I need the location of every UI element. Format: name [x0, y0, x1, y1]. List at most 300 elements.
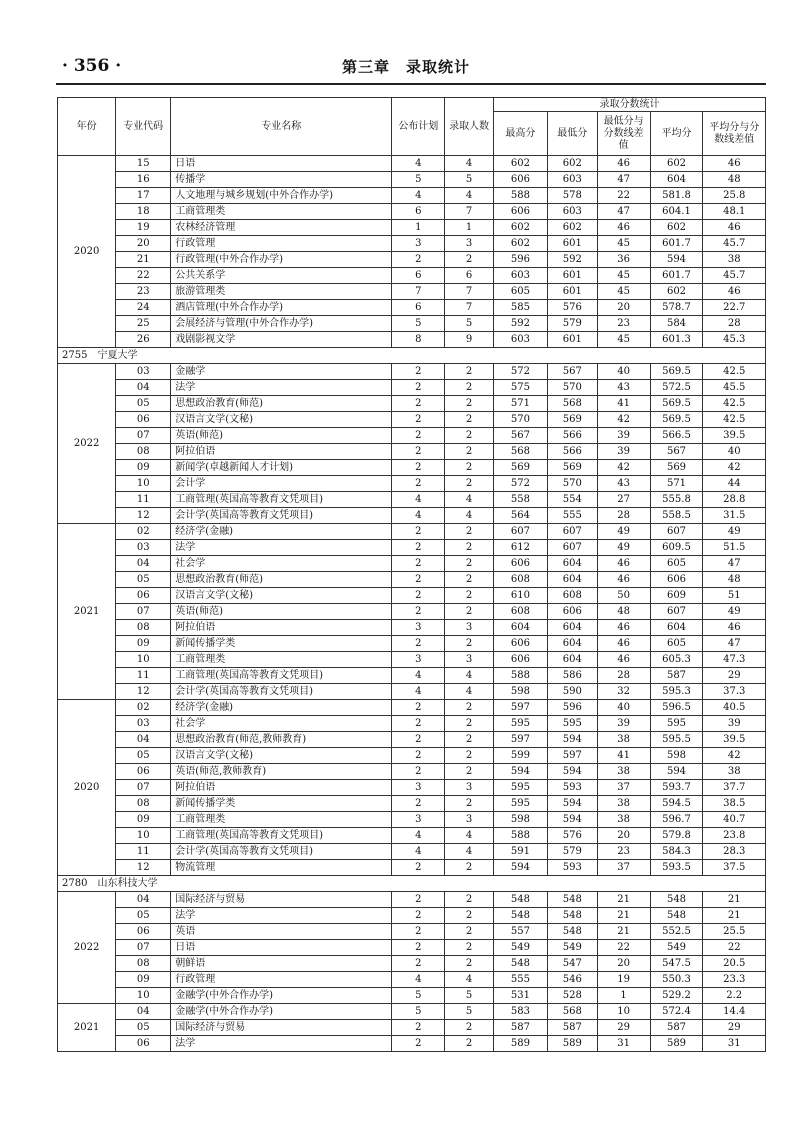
max-score: 555 — [493, 972, 547, 988]
admitted-count: 2 — [445, 924, 494, 940]
major-code: 24 — [116, 300, 171, 316]
table-row — [58, 652, 766, 668]
admitted-count: 2 — [445, 428, 494, 444]
major-code: 04 — [116, 556, 171, 572]
admitted-count: 9 — [445, 332, 494, 348]
plan-count: 5 — [392, 988, 445, 1004]
admitted-count: 7 — [445, 300, 494, 316]
min-diff: 22 — [597, 940, 650, 956]
table-row — [58, 620, 766, 636]
year-cell: 2021 — [58, 1004, 116, 1052]
admitted-count: 2 — [445, 940, 494, 956]
min-score: 603 — [547, 172, 597, 188]
table-row — [58, 188, 766, 204]
admitted-count: 2 — [445, 540, 494, 556]
major-code: 04 — [116, 732, 171, 748]
admitted-count: 2 — [445, 892, 494, 908]
min-diff: 28 — [597, 668, 650, 684]
avg-diff: 22 — [703, 940, 766, 956]
major-code: 05 — [116, 908, 171, 924]
avg-diff: 46 — [703, 156, 766, 172]
avg-diff: 39.5 — [703, 732, 766, 748]
avg-diff: 47 — [703, 636, 766, 652]
major-name: 阿拉伯语 — [171, 780, 392, 796]
table-row — [58, 428, 766, 444]
admitted-count: 4 — [445, 828, 494, 844]
avg-diff: 51.5 — [703, 540, 766, 556]
avg-diff: 40.7 — [703, 812, 766, 828]
major-code: 11 — [116, 492, 171, 508]
avg-score: 587 — [650, 1020, 703, 1036]
min-score: 576 — [547, 300, 597, 316]
max-score: 606 — [493, 556, 547, 572]
max-score: 595 — [493, 716, 547, 732]
avg-score: 609 — [650, 588, 703, 604]
max-score: 572 — [493, 476, 547, 492]
admitted-count: 2 — [445, 956, 494, 972]
min-diff: 39 — [597, 428, 650, 444]
max-score: 597 — [493, 700, 547, 716]
avg-diff: 42 — [703, 748, 766, 764]
min-diff: 31 — [597, 1036, 650, 1052]
min-diff: 49 — [597, 524, 650, 540]
max-score: 589 — [493, 1036, 547, 1052]
major-name: 日语 — [171, 156, 392, 172]
avg-score: 607 — [650, 604, 703, 620]
admission-table — [57, 97, 766, 1052]
major-name: 新闻传播学类 — [171, 636, 392, 652]
major-code: 05 — [116, 572, 171, 588]
plan-count: 2 — [392, 716, 445, 732]
max-score: 591 — [493, 844, 547, 860]
avg-score: 548 — [650, 892, 703, 908]
page-header — [56, 52, 756, 82]
min-score: 548 — [547, 892, 597, 908]
year-cell: 2022 — [58, 892, 116, 1004]
admitted-count: 2 — [445, 636, 494, 652]
major-code: 12 — [116, 684, 171, 700]
major-name: 汉语言文学(文秘) — [171, 748, 392, 764]
max-score: 602 — [493, 236, 547, 252]
major-name: 法学 — [171, 1036, 392, 1052]
admitted-count: 5 — [445, 316, 494, 332]
table-row — [58, 412, 766, 428]
max-score: 583 — [493, 1004, 547, 1020]
admitted-count: 2 — [445, 412, 494, 428]
col-code: 专业代码 — [116, 98, 171, 156]
col-admitted: 录取人数 — [445, 98, 494, 156]
min-diff: 23 — [597, 316, 650, 332]
major-name: 法学 — [171, 380, 392, 396]
major-code: 25 — [116, 316, 171, 332]
major-code: 06 — [116, 764, 171, 780]
plan-count: 2 — [392, 924, 445, 940]
avg-diff: 44 — [703, 476, 766, 492]
min-score: 579 — [547, 844, 597, 860]
major-name: 公共关系学 — [171, 268, 392, 284]
major-code: 18 — [116, 204, 171, 220]
min-score: 578 — [547, 188, 597, 204]
table-row — [58, 956, 766, 972]
major-name: 人文地理与城乡规划(中外合作办学) — [171, 188, 392, 204]
table-row — [58, 748, 766, 764]
min-score: 589 — [547, 1036, 597, 1052]
avg-score: 602 — [650, 156, 703, 172]
min-score: 608 — [547, 588, 597, 604]
min-score: 576 — [547, 828, 597, 844]
min-diff: 43 — [597, 476, 650, 492]
plan-count: 3 — [392, 812, 445, 828]
min-diff: 46 — [597, 636, 650, 652]
max-score: 595 — [493, 796, 547, 812]
admitted-count: 5 — [445, 988, 494, 1004]
min-score: 570 — [547, 380, 597, 396]
admitted-count: 2 — [445, 252, 494, 268]
major-name: 会计学(英国高等教育文凭项目) — [171, 684, 392, 700]
plan-count: 4 — [392, 972, 445, 988]
admitted-count: 4 — [445, 668, 494, 684]
major-code: 21 — [116, 252, 171, 268]
admitted-count: 2 — [445, 1020, 494, 1036]
plan-count: 4 — [392, 508, 445, 524]
major-code: 03 — [116, 364, 171, 380]
avg-score: 605 — [650, 636, 703, 652]
avg-score: 552.5 — [650, 924, 703, 940]
major-name: 阿拉伯语 — [171, 444, 392, 460]
max-score: 608 — [493, 572, 547, 588]
min-score: 601 — [547, 332, 597, 348]
major-name: 工商管理(英国高等教育文凭项目) — [171, 668, 392, 684]
table-row — [58, 268, 766, 284]
min-diff: 21 — [597, 908, 650, 924]
table-row — [58, 476, 766, 492]
major-name: 新闻学(卓越新闻人才计划) — [171, 460, 392, 476]
min-diff: 45 — [597, 284, 650, 300]
major-code: 08 — [116, 444, 171, 460]
major-name: 阿拉伯语 — [171, 620, 392, 636]
admitted-count: 2 — [445, 444, 494, 460]
avg-diff: 23.3 — [703, 972, 766, 988]
max-score: 594 — [493, 764, 547, 780]
table-row — [58, 972, 766, 988]
min-score: 607 — [547, 540, 597, 556]
admitted-count: 5 — [445, 172, 494, 188]
avg-diff: 46 — [703, 220, 766, 236]
major-name: 酒店管理(中外合作办学) — [171, 300, 392, 316]
table-row — [58, 588, 766, 604]
avg-diff: 40 — [703, 444, 766, 460]
min-diff: 39 — [597, 444, 650, 460]
major-code: 07 — [116, 780, 171, 796]
avg-diff: 2.2 — [703, 988, 766, 1004]
major-name: 法学 — [171, 540, 392, 556]
plan-count: 2 — [392, 908, 445, 924]
table-row — [58, 988, 766, 1004]
table-row — [58, 1004, 766, 1020]
max-score: 572 — [493, 364, 547, 380]
avg-score: 609.5 — [650, 540, 703, 556]
plan-count: 2 — [392, 1020, 445, 1036]
major-name: 工商管理(英国高等教育文凭项目) — [171, 492, 392, 508]
max-score: 568 — [493, 444, 547, 460]
chapter-title: 第三章 录取统计 — [341, 58, 470, 76]
plan-count: 2 — [392, 940, 445, 956]
min-score: 606 — [547, 604, 597, 620]
major-code: 09 — [116, 460, 171, 476]
min-score: 568 — [547, 396, 597, 412]
avg-diff: 38.5 — [703, 796, 766, 812]
plan-count: 2 — [392, 1036, 445, 1052]
table-row — [58, 364, 766, 380]
admitted-count: 2 — [445, 860, 494, 876]
year-cell: 2022 — [58, 364, 116, 524]
min-score: 547 — [547, 956, 597, 972]
table-row — [58, 812, 766, 828]
major-code: 10 — [116, 476, 171, 492]
avg-score: 587 — [650, 668, 703, 684]
max-score: 592 — [493, 316, 547, 332]
max-score: 567 — [493, 428, 547, 444]
min-score: 549 — [547, 940, 597, 956]
plan-count: 2 — [392, 860, 445, 876]
max-score: 548 — [493, 892, 547, 908]
min-diff: 39 — [597, 716, 650, 732]
avg-diff: 37.3 — [703, 684, 766, 700]
avg-score: 549 — [650, 940, 703, 956]
plan-count: 3 — [392, 652, 445, 668]
admitted-count: 2 — [445, 556, 494, 572]
plan-count: 2 — [392, 764, 445, 780]
min-score: 566 — [547, 444, 597, 460]
min-diff: 46 — [597, 620, 650, 636]
max-score: 606 — [493, 204, 547, 220]
major-code: 22 — [116, 268, 171, 284]
min-score: 569 — [547, 460, 597, 476]
admitted-count: 2 — [445, 588, 494, 604]
table-row — [58, 508, 766, 524]
max-score: 587 — [493, 1020, 547, 1036]
plan-count: 2 — [392, 956, 445, 972]
table-row — [58, 604, 766, 620]
plan-count: 2 — [392, 572, 445, 588]
max-score: 604 — [493, 620, 547, 636]
min-score: 594 — [547, 812, 597, 828]
plan-count: 2 — [392, 748, 445, 764]
min-diff: 50 — [597, 588, 650, 604]
avg-diff: 25.8 — [703, 188, 766, 204]
major-code: 10 — [116, 652, 171, 668]
major-name: 行政管理 — [171, 236, 392, 252]
min-diff: 1 — [597, 988, 650, 1004]
major-name: 工商管理类 — [171, 812, 392, 828]
min-diff: 38 — [597, 796, 650, 812]
min-score: 601 — [547, 284, 597, 300]
min-diff: 45 — [597, 332, 650, 348]
avg-diff: 48 — [703, 572, 766, 588]
plan-count: 2 — [392, 604, 445, 620]
table-row — [58, 252, 766, 268]
plan-count: 2 — [392, 524, 445, 540]
table-row — [58, 924, 766, 940]
plan-count: 2 — [392, 444, 445, 460]
major-name: 朝鲜语 — [171, 956, 392, 972]
avg-score: 550.3 — [650, 972, 703, 988]
admitted-count: 3 — [445, 812, 494, 828]
max-score: 612 — [493, 540, 547, 556]
min-diff: 41 — [597, 748, 650, 764]
min-score: 546 — [547, 972, 597, 988]
plan-count: 4 — [392, 828, 445, 844]
max-score: 610 — [493, 588, 547, 604]
school-label: 2755 宁夏大学 — [58, 348, 766, 364]
min-diff: 37 — [597, 860, 650, 876]
max-score: 531 — [493, 988, 547, 1004]
year-cell: 2020 — [58, 156, 116, 348]
min-score: 592 — [547, 252, 597, 268]
min-score: 604 — [547, 572, 597, 588]
plan-count: 2 — [392, 252, 445, 268]
table-row — [58, 236, 766, 252]
avg-score: 594 — [650, 764, 703, 780]
avg-diff: 47 — [703, 556, 766, 572]
major-code: 11 — [116, 668, 171, 684]
avg-diff: 45.7 — [703, 236, 766, 252]
admitted-count: 4 — [445, 188, 494, 204]
avg-diff: 46 — [703, 284, 766, 300]
avg-score: 594.5 — [650, 796, 703, 812]
min-score: 554 — [547, 492, 597, 508]
avg-score: 593.5 — [650, 860, 703, 876]
major-name: 社会学 — [171, 556, 392, 572]
min-diff: 36 — [597, 252, 650, 268]
min-score: 528 — [547, 988, 597, 1004]
min-diff: 48 — [597, 604, 650, 620]
major-name: 思想政治教育(师范) — [171, 396, 392, 412]
major-name: 英语(师范) — [171, 428, 392, 444]
admitted-count: 2 — [445, 716, 494, 732]
major-name: 日语 — [171, 940, 392, 956]
avg-diff: 37.7 — [703, 780, 766, 796]
table-row — [58, 844, 766, 860]
min-diff: 38 — [597, 812, 650, 828]
major-code: 16 — [116, 172, 171, 188]
admitted-count: 3 — [445, 620, 494, 636]
min-score: 593 — [547, 860, 597, 876]
avg-diff: 42 — [703, 460, 766, 476]
avg-diff: 31 — [703, 1036, 766, 1052]
major-code: 10 — [116, 828, 171, 844]
max-score: 603 — [493, 268, 547, 284]
min-score: 586 — [547, 668, 597, 684]
min-score: 590 — [547, 684, 597, 700]
avg-score: 555.8 — [650, 492, 703, 508]
min-diff: 42 — [597, 460, 650, 476]
avg-diff: 42.5 — [703, 396, 766, 412]
avg-score: 605 — [650, 556, 703, 572]
col-max: 最高分 — [493, 112, 547, 156]
table-row — [58, 300, 766, 316]
major-name: 新闻传播学类 — [171, 796, 392, 812]
min-score: 604 — [547, 620, 597, 636]
major-name: 英语(师范) — [171, 604, 392, 620]
col-avg: 平均分 — [650, 112, 703, 156]
avg-score: 589 — [650, 1036, 703, 1052]
max-score: 564 — [493, 508, 547, 524]
avg-diff: 39 — [703, 716, 766, 732]
min-score: 595 — [547, 716, 597, 732]
min-diff: 41 — [597, 396, 650, 412]
plan-count: 2 — [392, 428, 445, 444]
avg-score: 569.5 — [650, 412, 703, 428]
admitted-count: 4 — [445, 684, 494, 700]
major-name: 金融学(中外合作办学) — [171, 1004, 392, 1020]
max-score: 549 — [493, 940, 547, 956]
plan-count: 2 — [392, 892, 445, 908]
avg-score: 578.7 — [650, 300, 703, 316]
major-name: 经济学(金融) — [171, 524, 392, 540]
min-diff: 20 — [597, 828, 650, 844]
major-code: 12 — [116, 860, 171, 876]
admitted-count: 4 — [445, 844, 494, 860]
max-score: 597 — [493, 732, 547, 748]
avg-diff: 28 — [703, 316, 766, 332]
max-score: 606 — [493, 652, 547, 668]
min-diff: 38 — [597, 732, 650, 748]
avg-diff: 48.1 — [703, 204, 766, 220]
major-code: 04 — [116, 1004, 171, 1020]
major-code: 06 — [116, 924, 171, 940]
avg-diff: 28.3 — [703, 844, 766, 860]
max-score: 571 — [493, 396, 547, 412]
table-row — [58, 908, 766, 924]
major-name: 会计学(英国高等教育文凭项目) — [171, 844, 392, 860]
admitted-count: 2 — [445, 380, 494, 396]
min-diff: 46 — [597, 220, 650, 236]
major-code: 12 — [116, 508, 171, 524]
avg-score: 572.5 — [650, 380, 703, 396]
major-code: 09 — [116, 972, 171, 988]
plan-count: 3 — [392, 780, 445, 796]
min-score: 602 — [547, 220, 597, 236]
min-score: 604 — [547, 636, 597, 652]
admitted-count: 7 — [445, 204, 494, 220]
avg-score: 598 — [650, 748, 703, 764]
avg-score: 547.5 — [650, 956, 703, 972]
avg-score: 601.7 — [650, 268, 703, 284]
avg-diff: 46 — [703, 620, 766, 636]
min-diff: 37 — [597, 780, 650, 796]
major-code: 08 — [116, 956, 171, 972]
min-score: 594 — [547, 764, 597, 780]
max-score: 605 — [493, 284, 547, 300]
major-code: 05 — [116, 748, 171, 764]
min-score: 604 — [547, 556, 597, 572]
table-row — [58, 700, 766, 716]
major-code: 23 — [116, 284, 171, 300]
avg-score: 569 — [650, 460, 703, 476]
major-name: 金融学 — [171, 364, 392, 380]
admitted-count: 2 — [445, 460, 494, 476]
avg-diff: 47.3 — [703, 652, 766, 668]
avg-score: 579.8 — [650, 828, 703, 844]
major-name: 法学 — [171, 908, 392, 924]
avg-score: 569.5 — [650, 396, 703, 412]
avg-score: 567 — [650, 444, 703, 460]
admitted-count: 2 — [445, 748, 494, 764]
plan-count: 4 — [392, 668, 445, 684]
plan-count: 1 — [392, 220, 445, 236]
major-name: 国际经济与贸易 — [171, 892, 392, 908]
